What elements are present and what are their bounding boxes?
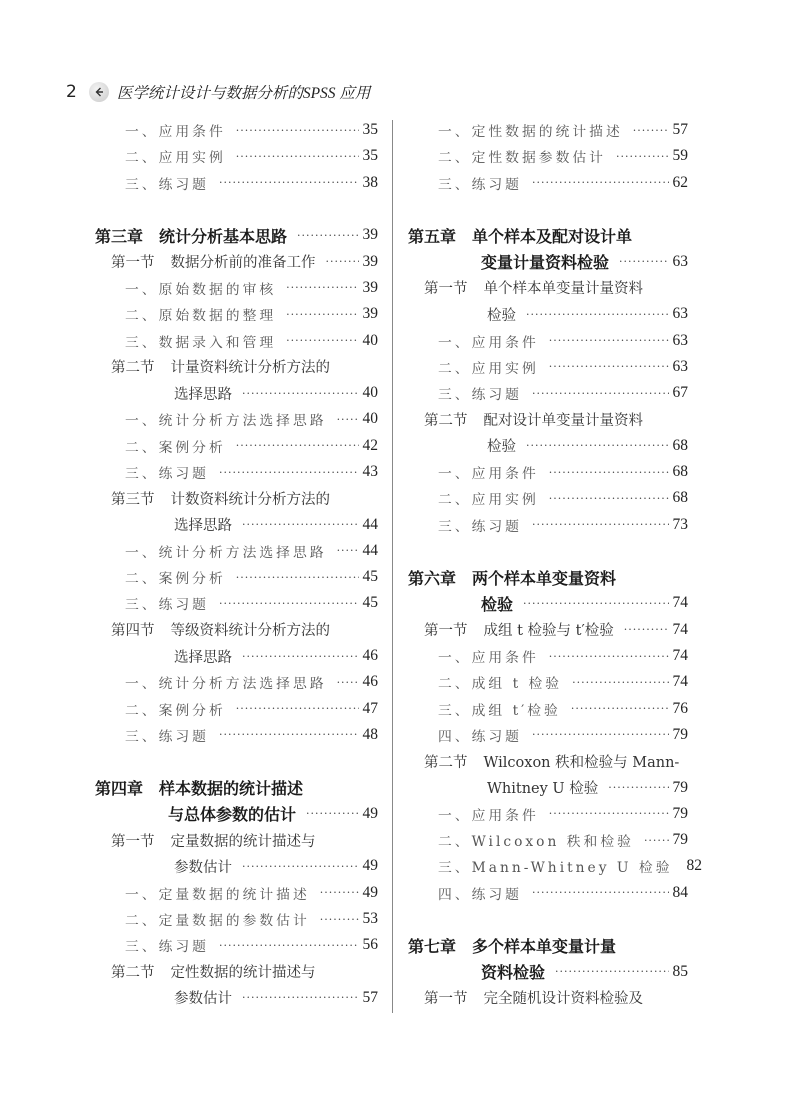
- toc-title: Whitney U 检验: [487, 781, 599, 798]
- toc-item[interactable]: [95, 117, 378, 143]
- toc-page-number: 53: [362, 910, 378, 928]
- leader-dots: [526, 308, 669, 321]
- leader-dots: [532, 176, 669, 189]
- leader-dots: [549, 360, 669, 373]
- leader-dots: [326, 255, 359, 268]
- toc-title: 定量数据的统计描述与: [170, 833, 316, 850]
- toc-label: 第一节: [424, 623, 468, 640]
- toc-section[interactable]: [95, 959, 378, 985]
- leader-dots: [242, 991, 359, 1004]
- leader-dots: [219, 176, 359, 189]
- toc-title: 三、练习题: [125, 597, 209, 614]
- toc-page-number: 68: [672, 489, 688, 507]
- toc-page-number: 73: [672, 515, 688, 533]
- toc-section-continuation[interactable]: [95, 643, 378, 669]
- leader-dots: [219, 466, 359, 479]
- toc-title: 一、应用条件: [438, 466, 539, 482]
- leader-dots: [242, 650, 359, 663]
- toc-label: 第二节: [424, 412, 468, 429]
- toc-title: 计数资料统计分析方法的: [170, 491, 330, 508]
- leader-dots: [236, 150, 359, 163]
- toc-page-number: 74: [672, 594, 688, 612]
- leader-dots: [549, 807, 669, 820]
- toc-page-number: 63: [672, 331, 688, 349]
- toc-page-number: 67: [672, 384, 688, 402]
- toc-title: 三、练习题: [125, 939, 209, 956]
- toc-title: 一、定量数据的统计描述: [125, 886, 310, 903]
- leader-dots: [219, 939, 359, 952]
- toc-item[interactable]: [408, 143, 688, 169]
- toc-title: 单个样本单变量计量资料: [483, 281, 643, 298]
- toc-title: 三、练习题: [438, 387, 522, 404]
- toc-title: 四、练习题: [438, 886, 522, 903]
- toc-section[interactable]: [95, 827, 378, 853]
- page-header: [66, 80, 370, 104]
- toc-label: 第一节: [424, 281, 468, 298]
- toc-page-number: 40: [362, 384, 378, 402]
- toc-section[interactable]: [95, 354, 378, 380]
- toc-page-number: 79: [672, 778, 688, 796]
- toc-item[interactable]: [95, 590, 378, 616]
- toc-page-number: 48: [362, 725, 378, 743]
- leader-dots: [286, 308, 358, 321]
- leader-dots: [549, 650, 669, 663]
- toc-section-continuation[interactable]: [95, 511, 378, 537]
- toc-title: 检验: [487, 307, 516, 324]
- leader-dots: [572, 676, 668, 689]
- toc-item[interactable]: [408, 380, 688, 406]
- leader-dots: [337, 676, 359, 689]
- toc-item[interactable]: [95, 906, 378, 932]
- toc-item[interactable]: [408, 170, 688, 196]
- toc-page-number: 39: [362, 305, 378, 323]
- toc-page-number: 63: [672, 252, 688, 270]
- toc-page-number: 49: [362, 883, 378, 901]
- toc-title: 二、案例分析: [125, 571, 226, 588]
- toc-title: 三、练习题: [125, 728, 209, 745]
- toc-page-number: 76: [672, 699, 688, 717]
- toc-page-number: 40: [362, 410, 378, 428]
- toc-item[interactable]: [408, 827, 688, 853]
- toc-page-number: 39: [362, 252, 378, 270]
- toc-page-number: 84: [672, 883, 688, 901]
- toc-page-number: 62: [672, 173, 688, 191]
- toc-item[interactable]: [95, 275, 378, 301]
- toc-section[interactable]: [408, 748, 688, 774]
- toc-page-number: 79: [672, 831, 688, 849]
- toc-label: 第六章: [408, 568, 457, 588]
- toc-chapter[interactable]: [95, 774, 378, 800]
- toc-title: 三、数据录入和管理: [125, 334, 277, 351]
- toc-title: 二、定量数据的参数估计: [125, 913, 310, 930]
- toc-chapter-continuation[interactable]: [408, 248, 688, 274]
- toc-page-number: 74: [672, 620, 688, 638]
- toc-label: 第二节: [111, 965, 155, 982]
- toc-title: 与总体参数的估计: [168, 805, 297, 825]
- toc-page-number: 82: [686, 857, 702, 875]
- toc-label: 第一节: [424, 991, 468, 1008]
- toc-label: 第一节: [111, 255, 155, 272]
- toc-item[interactable]: [408, 459, 688, 485]
- toc-title: 成组 t 检验与 t′检验: [483, 623, 614, 640]
- spacer: [408, 196, 688, 222]
- toc-page-number: 68: [672, 463, 688, 480]
- toc-page-number: 38: [362, 173, 378, 191]
- toc-page-number: 45: [362, 568, 378, 586]
- toc-title: 参数估计: [174, 991, 232, 1008]
- leader-dots: [549, 466, 669, 479]
- leader-dots: [549, 334, 669, 347]
- toc-title: 检验: [481, 594, 514, 614]
- leader-dots: [619, 255, 668, 268]
- toc-page-number: 56: [362, 936, 378, 954]
- toc-title: 资料检验: [481, 963, 546, 983]
- toc-title: 二、定性数据参数估计: [438, 150, 606, 167]
- toc-page-number: 74: [672, 673, 688, 691]
- spacer: [408, 538, 688, 564]
- toc-item[interactable]: [95, 301, 378, 327]
- toc-title: 检验: [487, 439, 516, 456]
- leader-dots: [219, 597, 359, 610]
- toc-page-number: 42: [362, 436, 378, 454]
- toc-chapter[interactable]: [408, 564, 688, 590]
- toc-item[interactable]: [408, 880, 688, 906]
- toc-chapter-continuation[interactable]: [95, 801, 378, 827]
- toc-title: 三、练习题: [125, 466, 209, 482]
- toc-section-continuation[interactable]: [408, 433, 688, 459]
- toc-page-number: 79: [672, 804, 688, 822]
- toc-item[interactable]: [408, 853, 702, 879]
- toc-title: 二、案例分析: [125, 439, 226, 456]
- leader-dots: [616, 150, 669, 163]
- toc-page-number: 45: [362, 594, 378, 612]
- toc-left-column: [95, 117, 378, 1011]
- toc-page-number: 57: [362, 988, 378, 1006]
- toc-label: 第三节: [111, 491, 155, 508]
- toc-title: 统计分析基本思路: [159, 226, 288, 246]
- leader-dots: [523, 597, 668, 610]
- toc-item[interactable]: [95, 327, 378, 353]
- toc-title: 参数估计: [174, 859, 232, 876]
- toc-page-number: 63: [672, 305, 688, 323]
- toc-title: 二、Wilcoxon 秩和检验: [438, 834, 634, 851]
- toc-title: 二、应用实例: [438, 492, 539, 509]
- toc-title: 三、成组 t′检验: [438, 702, 561, 719]
- spacer: [95, 196, 378, 222]
- toc-title: 二、案例分析: [125, 702, 226, 719]
- toc-title: 二、应用实例: [125, 150, 226, 167]
- leader-dots: [555, 965, 668, 978]
- toc-section[interactable]: [408, 406, 688, 432]
- toc-title: 三、练习题: [438, 518, 522, 535]
- toc-title: 二、成组 t 检验: [438, 676, 563, 693]
- leader-dots: [236, 702, 359, 715]
- toc-title: 一、定性数据的统计描述: [438, 124, 623, 141]
- leader-dots: [532, 728, 669, 741]
- toc-item[interactable]: [408, 643, 688, 669]
- toc-section[interactable]: [408, 617, 688, 643]
- leader-dots: [532, 387, 669, 400]
- toc-title: 一、应用条件: [438, 334, 539, 351]
- toc-right-column: [408, 117, 702, 1011]
- toc-page-number: 44: [362, 515, 378, 533]
- toc-title: 单个样本及配对设计单: [472, 226, 633, 246]
- leader-dots: [242, 860, 359, 873]
- toc-page-number: 85: [672, 962, 688, 980]
- leader-dots: [242, 518, 359, 531]
- toc-item[interactable]: [95, 538, 378, 564]
- toc-section-continuation[interactable]: [408, 301, 688, 327]
- leader-dots: [549, 492, 669, 505]
- toc-page-number: 44: [362, 541, 378, 559]
- toc-item[interactable]: [95, 459, 378, 485]
- toc-section[interactable]: [95, 485, 378, 511]
- toc-title: 一、应用条件: [438, 650, 539, 667]
- toc-title: 配对设计单变量计量资料: [483, 412, 643, 429]
- toc-title: 三、练习题: [125, 176, 209, 193]
- toc-chapter[interactable]: [408, 222, 688, 248]
- page-number: 2: [66, 82, 77, 102]
- toc-item[interactable]: [408, 722, 688, 748]
- toc-item[interactable]: [95, 143, 378, 169]
- column-divider: [392, 120, 393, 1013]
- toc-title: 三、Mann-Whitney U 检验: [438, 860, 673, 877]
- book-title: 医学统计设计与数据分析的SPSS 应用: [116, 85, 371, 102]
- leader-dots: [633, 124, 669, 137]
- toc-section-continuation[interactable]: [95, 380, 378, 406]
- toc-title: 完全随机设计资料检验及: [483, 991, 643, 1008]
- toc-item[interactable]: [95, 564, 378, 590]
- toc-section-continuation[interactable]: [408, 774, 688, 800]
- leader-dots: [337, 544, 359, 557]
- toc-item[interactable]: [408, 801, 688, 827]
- toc-title: 二、应用实例: [438, 360, 539, 377]
- toc-label: 第四章: [95, 779, 144, 799]
- spacer: [408, 906, 688, 932]
- toc-page-number: 79: [672, 725, 688, 743]
- toc-item[interactable]: [408, 696, 688, 722]
- toc-page-number: 35: [362, 121, 378, 139]
- toc-page-number: 47: [362, 699, 378, 717]
- toc-item[interactable]: [408, 485, 688, 511]
- toc-label: 第一节: [111, 833, 155, 850]
- toc-title: 一、统计分析方法选择思路: [125, 544, 327, 561]
- leader-dots: [236, 124, 359, 137]
- toc-section-continuation[interactable]: [95, 985, 378, 1011]
- toc-item[interactable]: [95, 696, 378, 722]
- toc-label: 第七章: [408, 936, 457, 956]
- toc-item[interactable]: [408, 669, 688, 695]
- toc-item[interactable]: [95, 932, 378, 958]
- toc-title: Wilcoxon 秩和检验与 Mann-: [483, 754, 680, 771]
- toc-chapter-continuation[interactable]: [408, 959, 688, 985]
- leader-dots: [242, 387, 359, 400]
- toc-item[interactable]: [95, 880, 378, 906]
- leader-dots: [219, 728, 359, 741]
- toc-item[interactable]: [95, 722, 378, 748]
- left-arrow-circle-icon: [89, 82, 109, 102]
- toc-chapter-continuation[interactable]: [408, 590, 688, 616]
- toc-page-number: 40: [362, 331, 378, 349]
- leader-dots: [532, 886, 669, 899]
- toc-title: 一、统计分析方法选择思路: [125, 676, 327, 693]
- toc-title: 多个样本单变量计量: [472, 936, 617, 956]
- toc-page-number: 49: [362, 857, 378, 875]
- leader-dots: [608, 781, 668, 794]
- toc-title: 三、练习题: [438, 176, 522, 193]
- leader-dots: [306, 807, 358, 820]
- toc-title: 样本数据的统计描述: [159, 779, 304, 799]
- leader-dots: [236, 571, 359, 584]
- leader-dots: [286, 334, 358, 347]
- toc-section[interactable]: [408, 275, 688, 301]
- toc-title: 一、统计分析方法选择思路: [125, 413, 327, 430]
- toc-item[interactable]: [408, 327, 688, 353]
- toc-item[interactable]: [408, 511, 688, 537]
- toc-section[interactable]: [95, 248, 378, 274]
- toc-chapter[interactable]: [408, 932, 688, 958]
- toc-page-number: 63: [672, 357, 688, 375]
- toc-title: 选择思路: [174, 386, 232, 403]
- toc-item[interactable]: [408, 354, 688, 380]
- toc-page-number: 43: [362, 463, 378, 480]
- toc-section[interactable]: [95, 617, 378, 643]
- toc-item[interactable]: [95, 669, 378, 695]
- toc-section[interactable]: [408, 985, 688, 1011]
- toc-page-number: 35: [362, 147, 378, 165]
- toc-title: 一、原始数据的审核: [125, 281, 277, 298]
- toc-title: 选择思路: [174, 518, 232, 535]
- toc-page-number: 68: [672, 436, 688, 454]
- toc-label: 第三章: [95, 226, 144, 246]
- toc-chapter[interactable]: [95, 222, 378, 248]
- leader-dots: [644, 834, 669, 847]
- toc-title: 一、应用条件: [438, 807, 539, 824]
- toc-page-number: 39: [362, 226, 378, 244]
- toc-title: 计量资料统计分析方法的: [170, 360, 330, 377]
- toc-item[interactable]: [408, 117, 688, 143]
- toc-page-number: 59: [672, 147, 688, 165]
- leader-dots: [286, 281, 358, 294]
- toc-page-number: 46: [362, 673, 378, 691]
- toc-section-continuation[interactable]: [95, 853, 378, 879]
- toc-title: 二、原始数据的整理: [125, 308, 277, 325]
- toc-title: 选择思路: [174, 649, 232, 666]
- toc-label: 第五章: [408, 226, 457, 246]
- leader-dots: [526, 439, 669, 452]
- leader-dots: [624, 623, 669, 636]
- leader-dots: [337, 413, 359, 426]
- toc-title: 数据分析前的准备工作: [170, 255, 316, 272]
- toc-title: 等级资料统计分析方法的: [170, 623, 330, 640]
- toc-label: 第二节: [424, 754, 468, 771]
- leader-dots: [571, 702, 669, 715]
- leader-dots: [297, 229, 358, 242]
- toc-title: 变量计量资料检验: [481, 253, 610, 273]
- toc-page-number: 74: [672, 647, 688, 665]
- leader-dots: [320, 913, 359, 926]
- toc-title: 四、练习题: [438, 728, 522, 745]
- toc-page-number: 57: [672, 121, 688, 139]
- toc-page-number: 39: [362, 278, 378, 296]
- toc-item[interactable]: [95, 433, 378, 459]
- toc-title: 定性数据的统计描述与: [170, 965, 316, 982]
- spacer: [95, 748, 378, 774]
- toc-title: 一、应用条件: [125, 124, 226, 141]
- toc-label: 第四节: [111, 623, 155, 640]
- leader-dots: [236, 439, 359, 452]
- toc-page-number: 49: [362, 804, 378, 822]
- toc-title: 两个样本单变量资料: [472, 568, 617, 588]
- toc-label: 第二节: [111, 360, 155, 377]
- leader-dots: [532, 518, 669, 531]
- toc-page-number: 46: [362, 647, 378, 665]
- toc-item[interactable]: [95, 170, 378, 196]
- toc-item[interactable]: [95, 406, 378, 432]
- leader-dots: [320, 886, 359, 899]
